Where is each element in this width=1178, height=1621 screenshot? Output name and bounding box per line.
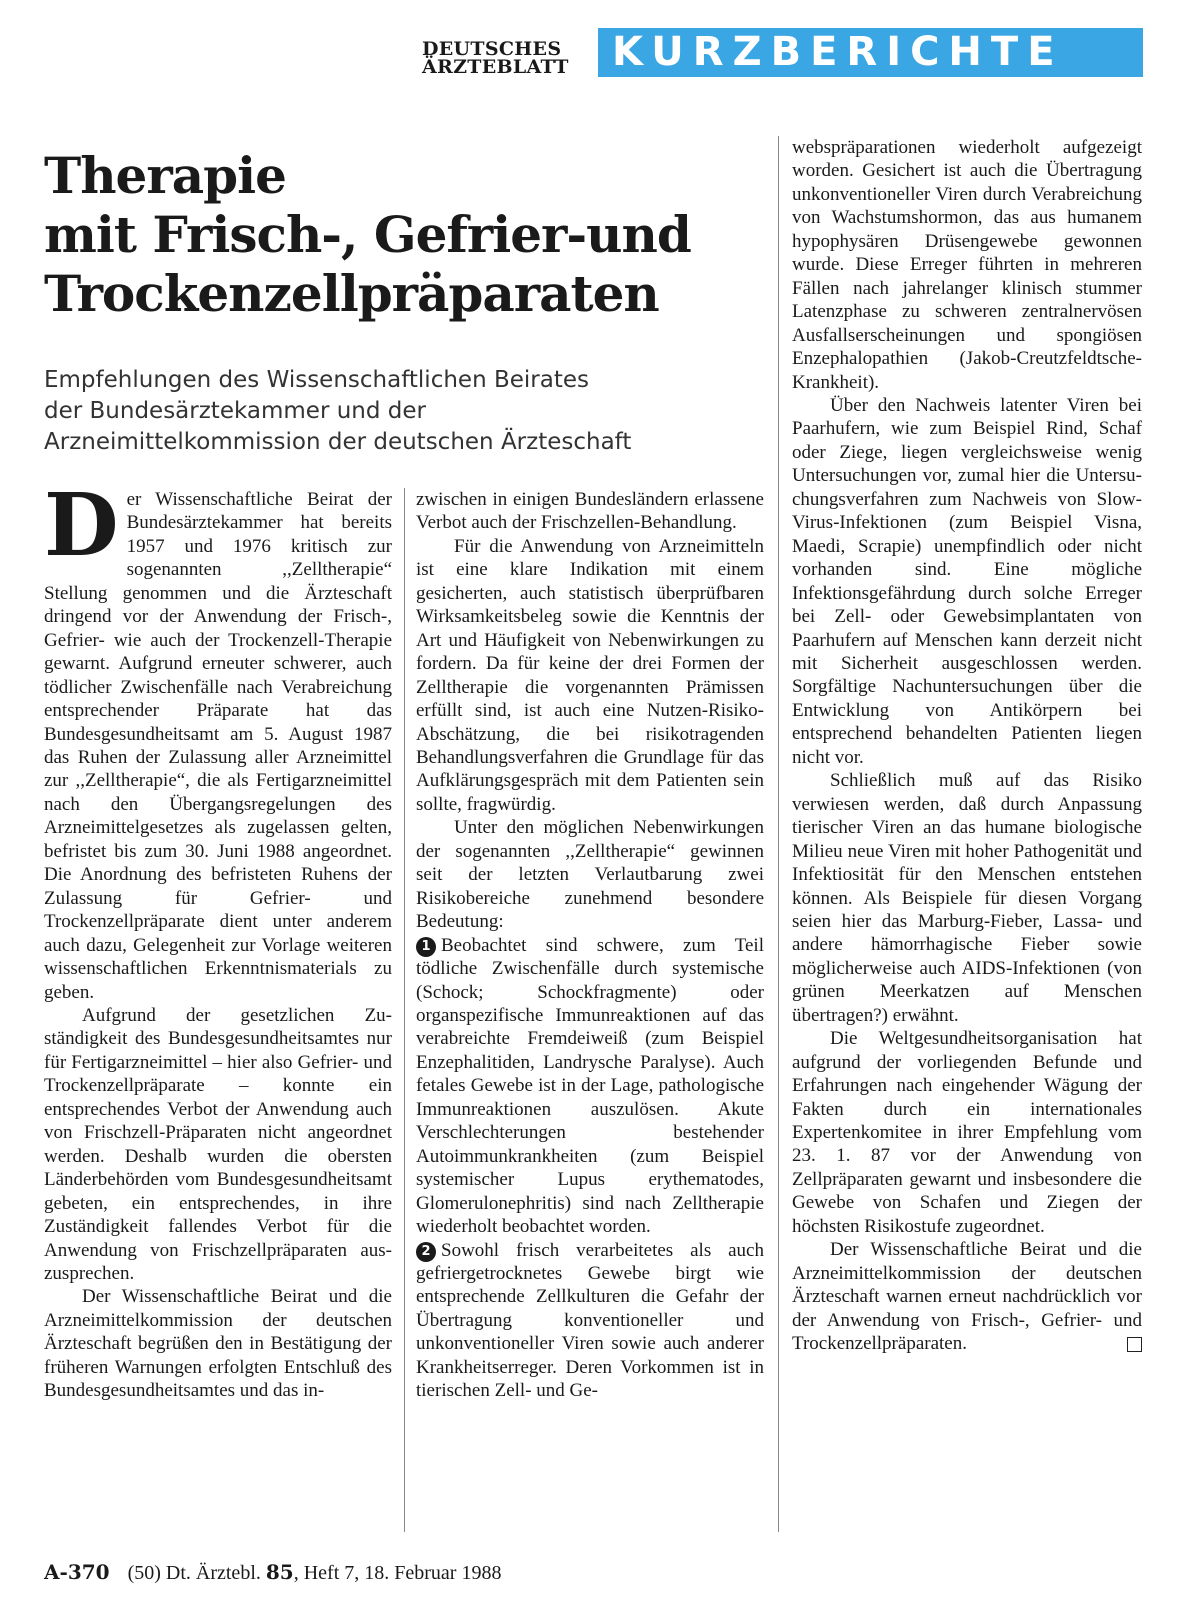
title-line-3: Trockenzellpräparaten [44, 264, 659, 323]
paragraph-continued: zwischen in einigen Bundesländern erlassene Verbot auch der Frischzellen-Behandlung. [416, 489, 764, 534]
paragraph: Über den Nachweis latenter Viren bei Paarhufern, wie zum Beispiel Rind, Schaf oder Ziege, liegen vergleichsweise wenig Untersuchungen vor, zumal hier die Untersuchungsverfahren zum Nachweis von Slow-Virus-Infektionen (zum Beispiel Visna, Maedi, Scrapie) unempfindlich oder nicht vorhanden sind. Eine mögliche Infektionsgefährdung durch solche Erreger bei Zell- oder Gewebsimplantaten von Paarhufern auf Menschen kann derzeit nicht mit Sicherheit ausgeschlossen werden. Sorgfältige Nachuntersuchungen über die Entwicklung von Antikörpern bei entsprechend behandelten Patienten liegen nicht vor. [792, 394, 1142, 768]
number-2-icon: 2 [416, 1242, 436, 1262]
article-title [44, 146, 764, 323]
logo-line-2: ÄRZTEBLATT [422, 56, 569, 78]
paragraph: Der Wissenschaftliche Beirat und die Arzneimittelkommission der deutschen Ärzteschaft begrüßen den in Bestätigung der früheren Warnungen erfolgten Entschluß des Bundesgesundheitsamtes und das in- [44, 1286, 392, 1402]
paragraph: Aufgrund der gesetzlichen Zuständigkeit des Bundesgesundheitsamtes nur für Fertigarzneimittel – hier also Gefrier- und Trockenzellpräparate – konnte ein entsprechendes Verbot der Anwendung auch von Frischzell-Präparaten nicht angeordnet werden. Deshalb wurden die obersten Länderbehörden vom Bundesgesundheitsamt gebeten, ein entsprechendes, in ihre Zuständigkeit fallendes Verbot für die Anwendung von Frischzellpräparaten auszusprechen. [44, 1004, 392, 1284]
column-rule-2 [778, 136, 779, 1532]
logo-line-1: DEUTSCHES [422, 38, 562, 60]
paragraph-numbered-2: 2 Sowohl frisch verarbeitetes als auch gefriergetrocknetes Gewebe birgt wie entsprechende Zellkulturen die Gefahr der Übertragung konventioneller und unkonventioneller Viren sowie auch anderer Krankheitserreger. Deren Vorkommen ist in tierischen Zell- und Ge- [416, 1239, 764, 1402]
subtitle-line-1: Empfehlungen des Wissenschaftlichen Beirates [44, 367, 589, 393]
end-mark-icon [1127, 1337, 1142, 1352]
paragraph: Unter den möglichen Nebenwirkungen der sogenannten ,,Zelltherapie“ gewinnen seit der letzten Verlautbarung zwei Risikobereiche zunehmend besondere Bedeutung: [416, 817, 764, 933]
article-subtitle [44, 365, 744, 458]
section-banner: KURZBERICHTE [598, 28, 1143, 77]
subtitle-line-2: der Bundesärztekammer und der [44, 398, 426, 424]
text-column-2 [416, 488, 764, 1403]
text-column-1 [44, 475, 392, 1403]
volume-number: 85 [265, 1560, 294, 1584]
paragraph-continued: webspräparationen wiederholt aufgezeigt worden. Gesichert ist auch die Übertragung unkonventioneller Viren durch Verabreichung von Wachstumshormon, das aus humanem hypophysären Drüsengewebe gewonnen wurde. Diese Erreger führten in mehreren Fällen nach jahrelanger klinisch stummer Latenzphase zu schweren zentralnervösen Ausfallserscheinungen und spongiösen Enzephalopathien (Jakob-Creutzfeldtsche-Krankheit). [792, 137, 1142, 393]
issue-prefix: (50) Dt. Ärztebl. [127, 1562, 261, 1584]
paragraph: Für die Anwendung von Arzneimitteln ist eine klare Indikation mit einem gesicherten, auch statistisch überprüfbaren Wirksamkeitsbeleg sowie die Kenntnis der Art und Häufigkeit von Nebenwirkungen zu fordern. Da für keine der drei Formen der Zelltherapie die vorgenannten Prämissen erfüllt sind, ist auch eine Nutzen-Risiko-Abschätzung, die bei risikotragenden Behandlungsverfahren die Grundlage für das Aufklärungsgespräch mit dem Patienten sein sollte, fragwürdig. [416, 535, 764, 815]
text-column-3 [792, 136, 1142, 1356]
journal-logo [422, 40, 590, 76]
subtitle-line-3: Arzneimittelkommission der deutschen Ärzteschaft [44, 429, 632, 455]
page-footer [44, 1560, 501, 1585]
paragraph-numbered-1: 1 Beobachtet sind schwere, zum Teil tödliche Zwischenfälle durch systemische (Schock; Schockfragmente) oder organspezifische Immunreaktionen auf das verabreichte Fremdeiweiß (zum Beispiel Enzephalitiden, Landrysche Paralyse). Auch fetales Gewebe ist in der Lage, pathologische Immunreaktionen auszulösen. Akute Verschlechterungen bestehender Autoimmunkrankheiten (zum Beispiel systemischer Lupus erythematodes, Glomerulonephritis) sind nach Zelltherapie wiederholt beobachtet worden. [416, 934, 764, 1238]
drop-cap: D [44, 475, 119, 576]
title-line-2: mit Frisch-, Gefrier-und [44, 205, 691, 264]
page-number: A-370 [44, 1560, 110, 1584]
paragraph: Der Wissenschaftliche Beirat und die Arzneimittelkommission der deutschen Ärzteschaft warnen erneut nachdrücklich vor der Anwendung von Frisch-, Gefrier- und Trockenzellpräparaten. [792, 1239, 1142, 1355]
paragraph: Der Wissenschaftliche Beirat der Bundesärztekammer hat bereits 1957 und 1976 kritisch zur sogenannten ,,Zelltherapie“ Stellung genommen und die Ärzteschaft dringend vor der Anwendung der Frisch-, Gefrier- wie auch der Trockenzell-Therapie gewarnt. Aufgrund erneuter schwerer, auch tödlicher Zwischenfälle nach Verabreichung entsprechender Präparate hat das Bundesgesundheitsamt am 5. August 1987 das Ruhen der Zulassung aller Arzneimittel zur ,,Zelltherapie“, die als Fertigarzneimittel nach den Übergangsregelungen des Arzneimittelgesetzes als zugelassen gelten, befristet bis zum 30. Juni 1988 angeordnet. Die Anordnung des befristeten Ruhens der Zulassung für Gefrier- und Trockenzellpräparate dient unter anderem auch dazu, Gelegenheit zur Vorlage weiteren wissenschaftlichen Erkenntnismaterials zu geben. [44, 475, 392, 1003]
title-line-1: Therapie [44, 146, 286, 205]
paragraph: Die Weltgesundheitsorganisation hat aufgrund der vorliegenden Befunde und Erfahrungen nach eingehender Wägung der Fakten durch ein internationales Expertenkomitee in ihrer Empfehlung vom 23. 1. 87 vor der Anwendung von Zellpräparaten gewarnt und insbesondere die Gewebe von Schafen und Ziegen der höchsten Risikostufe zugeordnet. [792, 1028, 1142, 1237]
issue-suffix: , Heft 7, 18. Februar 1988 [293, 1562, 502, 1584]
paragraph: Schließlich muß auf das Risiko verwiesen werden, daß durch Anpassung tierischer Viren an das humane biologische Milieu neue Viren mit hoher Pathogenität und Infektiosität für den Menschen entstehen können. Als Beispiele für diesen Vorgang seien hier das Marburg-Fieber, Lassa- und andere hämorrhagische Fieber sowie möglicherweise auch AIDS-Infektionen (von grünen Meerkatzen auf Menschen übertragen?) erwähnt. [792, 770, 1142, 1026]
number-1-icon: 1 [416, 937, 436, 957]
column-rule-1 [404, 488, 405, 1532]
